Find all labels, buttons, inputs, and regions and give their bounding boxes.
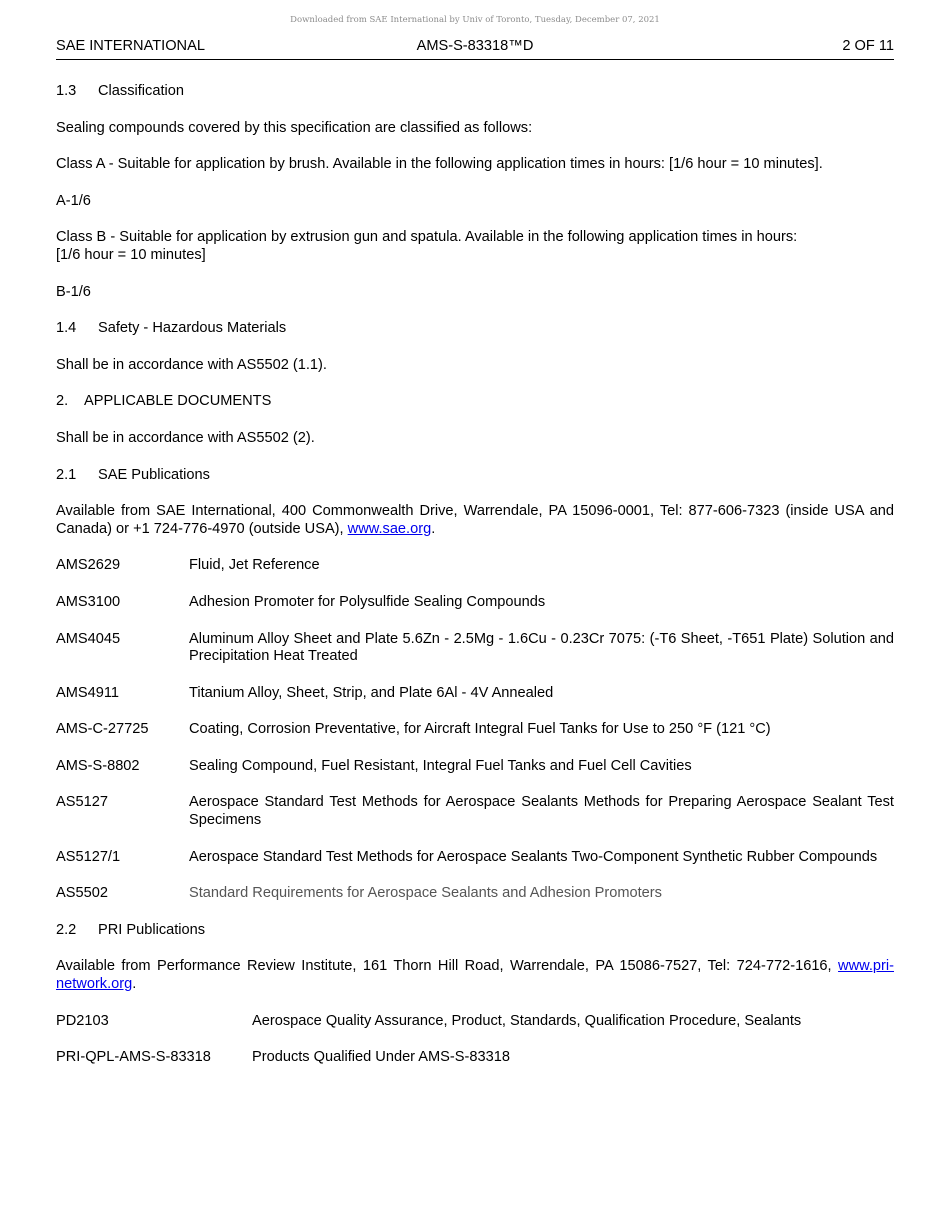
header-publisher: SAE INTERNATIONAL [56,38,205,54]
reference-code: AS5127 [56,794,108,811]
reference-title: Coating, Corrosion Preventative, for Aircraft Integral Fuel Tanks for Use to 250 °F (121 °C) [189,721,771,738]
classification-intro: Sealing compounds covered by this specification are classified as follows: [56,119,533,136]
section-1-4-heading: 1.4 Safety - Hazardous Materials [56,320,287,337]
reference-row [56,1013,894,1031]
reference-row [56,685,894,703]
reference-row [56,885,894,903]
class-b-description: Class B - Suitable for application by extrusion gun and spatula. Available in the following application times in hours: [1/6 hour = 10 minutes] [56,229,798,263]
section-2-heading: 2. APPLICABLE DOCUMENTS [56,393,272,410]
reference-title: Aerospace Standard Test Methods for Aerospace Sealants Two-Component Synthetic Rubber Compounds [189,848,878,865]
reference-code: AMS4045 [56,630,121,647]
applicable-docs-text: Shall be in accordance with AS5502 (2). [56,429,315,446]
section-1-3-heading: 1.3 Classification [56,83,184,99]
reference-title: Aluminum Alloy Sheet and Plate 5.6Zn - 2.5Mg - 1.6Cu - 0.23Cr 7075: (-T6 Sheet, -T651 Plate) Solution and Precipitation Heat Treated [189,630,894,665]
reference-row [56,557,894,575]
reference-row [56,594,894,612]
reference-title: Sealing Compound, Fuel Resistant, Integral Fuel Tanks and Fuel Cell Cavities [189,757,692,774]
reference-title: Titanium Alloy, Sheet, Strip, and Plate 6Al - 4V Annealed [189,684,554,701]
reference-row [56,758,894,776]
sae-website-link[interactable]: www.sae.org [347,520,432,537]
download-watermark: Downloaded from SAE International by Univ of Toronto, Tuesday, December 07, 2021 [290,15,660,25]
reference-code: PD2103 [56,1012,109,1029]
class-b-item: B-1/6 [56,283,91,300]
document-body [56,83,894,1067]
pri-reference-list [56,1013,894,1067]
reference-title: Aerospace Quality Assurance, Product, Standards, Qualification Procedure, Sealants [252,1012,802,1029]
section-2-1-heading: 2.1 SAE Publications [56,466,210,483]
pri-website-link[interactable]: www.pri-network.org [56,958,894,993]
class-a-item: A-1/6 [56,192,91,209]
reference-row [56,794,894,829]
pri-availability-text: Available from Performance Review Institute, 161 Thorn Hill Road, Warrendale, PA 15086-7527, Tel: 724-772-1616, www.pri-network.org. [56,958,894,993]
sae-reference-list [56,557,894,903]
reference-title: Adhesion Promoter for Polysulfide Sealing Compounds [189,593,546,610]
reference-code: AMS2629 [56,557,121,574]
reference-title: Fluid, Jet Reference [189,557,320,574]
reference-row [56,1049,894,1067]
reference-code: PRI-QPL-AMS-S-83318 [56,1049,211,1066]
reference-title: Standard Requirements for Aerospace Sealants and Adhesion Promoters [189,885,662,902]
reference-code: AMS-S-8802 [56,757,140,774]
header-doc-number: AMS-S-83318™D [416,38,534,54]
reference-code: AMS3100 [56,593,121,610]
reference-code: AMS4911 [56,684,120,701]
reference-row [56,631,894,666]
reference-row [56,849,894,867]
safety-text: Shall be in accordance with AS5502 (1.1). [56,356,327,373]
reference-code: AS5127/1 [56,848,121,865]
reference-code: AMS-C-27725 [56,721,149,738]
reference-title: Aerospace Standard Test Methods for Aerospace Sealants Methods for Preparing Aerospace Sealant Test Specimens [189,794,894,829]
reference-code: AS5502 [56,885,108,902]
reference-title: Products Qualified Under AMS-S-83318 [252,1049,510,1066]
header-page-number: 2 OF 11 [842,38,894,54]
section-2-2-heading: 2.2 PRI Publications [56,921,206,938]
class-a-description: Class A - Suitable for application by brush. Available in the following application times in hours: [1/6 hour = 10 minutes]. [56,156,823,173]
page-header [56,38,894,60]
sae-availability-text: Available from SAE International, 400 Commonwealth Drive, Warrendale, PA 15096-0001, Tel: 877-606-7323 (inside USA and Canada) or +1 724-776-4970 (outside USA), www.sae.org. [56,503,894,537]
reference-row [56,721,894,739]
